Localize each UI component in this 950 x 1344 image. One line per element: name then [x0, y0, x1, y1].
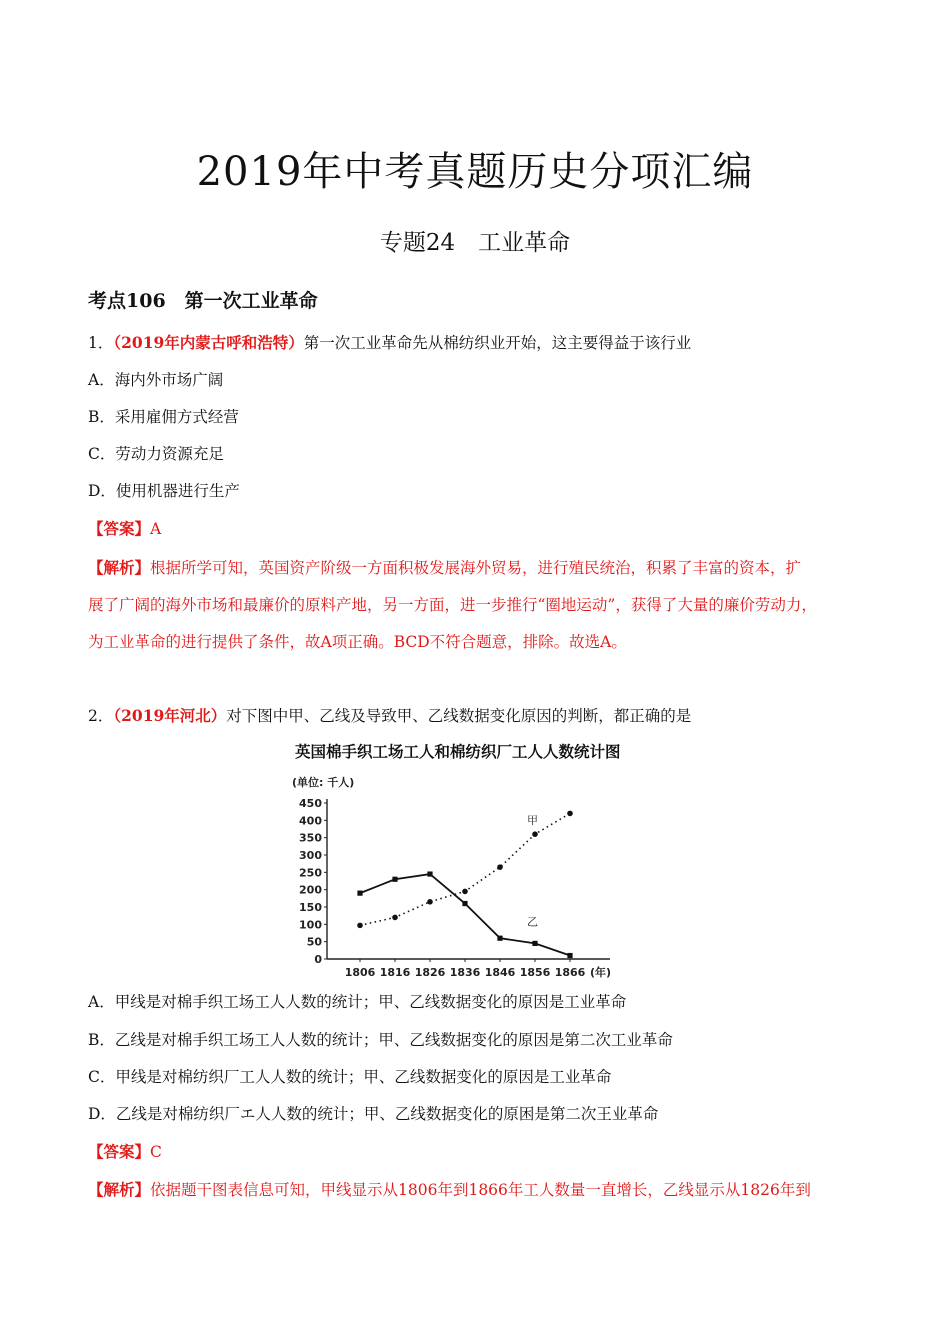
- data-point-jia: [357, 923, 363, 929]
- section-heading: 考点106 第一次工业革命: [88, 290, 318, 312]
- y-tick-label: 300: [299, 849, 322, 862]
- y-tick-label: 200: [299, 883, 322, 897]
- q1-answer: [88, 519, 161, 539]
- y-tick-label: 0: [314, 953, 322, 966]
- x-tick-label: 1806: [344, 966, 376, 979]
- q1-analysis-line-3: 为工业革命的进行提供了条件，故A项正确。BCD不符合题意，排除。故选A。: [88, 633, 627, 651]
- y-tick-label: 450: [299, 797, 322, 810]
- q2-answer: [88, 1142, 162, 1162]
- y-tick-label: 250: [299, 866, 322, 880]
- series-label-jia: 甲: [527, 814, 538, 828]
- x-tick-label: 1866: [554, 966, 586, 979]
- y-tick-label: 350: [299, 831, 322, 845]
- q2-option-b: B．乙线是对棉手织工场工人人数的统计；甲、乙线数据变化的原因是第二次工业革命: [88, 1031, 673, 1049]
- page-title: 2019年中考真题历史分项汇编: [196, 149, 754, 195]
- data-point-yi: [427, 871, 432, 876]
- data-point-yi: [497, 936, 502, 941]
- chart-unit-label: (单位: 千人): [292, 776, 355, 789]
- data-point-jia: [497, 864, 503, 870]
- page-subtitle: 专题24 工业革命: [379, 230, 571, 256]
- q1-option-d: D．使用机器进行生产: [88, 482, 240, 500]
- q1-analysis-line-1: 根据所学可知，英国资产阶级一方面积极发展海外贸易，进行殖民统治，积累了丰富的资本，扩: [150, 559, 802, 577]
- q1-answer-label: 【答案】: [88, 519, 151, 538]
- data-point-jia: [532, 831, 538, 837]
- q2-analysis: [88, 1180, 811, 1200]
- line-chart: [290, 736, 650, 982]
- q2-option-a: A．甲线是对棉手织工场工人人数的统计；甲、乙线数据变化的原因是工业革命: [88, 993, 627, 1011]
- q1-stem: [88, 333, 691, 353]
- series-line-jia: [360, 813, 570, 925]
- x-tick-label: 1846: [484, 966, 516, 979]
- data-point-yi: [567, 953, 572, 958]
- q2-stem-text: 对下图中甲、乙线及导致甲、乙线数据变化原因的判断，都正确的是: [226, 707, 692, 725]
- q1-source: （2019年内蒙古呼和浩特）: [113, 333, 304, 352]
- y-tick-label: 50: [306, 935, 322, 949]
- q2-answer-value: C: [150, 1143, 162, 1161]
- data-point-yi: [357, 891, 362, 896]
- q2-answer-label: 【答案】: [88, 1142, 151, 1161]
- q1-option-c: C．劳动力资源充足: [88, 445, 224, 463]
- y-tick-label: 400: [299, 814, 322, 828]
- q1-option-a: A．海内外市场广阔: [88, 371, 224, 389]
- data-point-yi: [392, 877, 397, 882]
- q1-analysis: [88, 549, 866, 661]
- data-point-yi: [532, 941, 537, 946]
- q1-answer-value: A: [150, 520, 162, 538]
- chart-title: 英国棉手织工场工人和棉纺织厂工人人数统计图: [295, 743, 621, 761]
- q2-source: （2019年河北）: [113, 706, 227, 725]
- x-tick-label: 1836: [449, 966, 481, 979]
- data-point-jia: [567, 811, 573, 817]
- q2-option-c: C．甲线是对棉纺织厂工人人数的统计；甲、乙线数据变化的原因是工业革命: [88, 1068, 612, 1086]
- x-tick-label: 1816: [379, 966, 411, 979]
- q2-stem: [88, 706, 691, 726]
- data-point-jia: [462, 889, 468, 895]
- series-line-yi: [360, 874, 570, 955]
- q1-analysis-label: 【解析】: [88, 558, 151, 577]
- data-point-yi: [462, 901, 467, 906]
- x-tick-label: 1856: [519, 966, 551, 979]
- q1-stem-text: 第一次工业革命先从棉纺织业开始，这主要得益于该行业: [303, 334, 692, 352]
- q1-number: 1．: [88, 334, 114, 352]
- x-tick-label: 1826: [414, 966, 446, 979]
- q2-option-d: D．乙线是对棉纺织厂エ人人数的统计；甲、乙线数据变化的原困是第二次王业革命: [88, 1105, 659, 1123]
- q2-number: 2．: [88, 707, 114, 725]
- y-tick-label: 150: [299, 901, 322, 914]
- series-label-yi: 乙: [527, 915, 538, 929]
- q2-analysis-line-1: 依据题干图表信息可知，甲线显示从1806年到1866年工人数量一直增长，乙线显示从1826年到: [150, 1181, 811, 1199]
- chart-container: [290, 736, 650, 986]
- q1-option-b: B．采用雇佣方式经营: [88, 408, 239, 426]
- x-unit-label: (年): [590, 966, 612, 979]
- data-point-jia: [427, 899, 433, 905]
- q1-analysis-line-2: 展了广阔的海外市场和最廉价的原料产地，另一方面，进一步推行“圈地运动”，获得了大量的廉价劳动力，: [88, 596, 817, 614]
- y-tick-label: 100: [299, 918, 322, 932]
- data-point-jia: [392, 915, 398, 921]
- q2-analysis-label: 【解析】: [88, 1180, 151, 1199]
